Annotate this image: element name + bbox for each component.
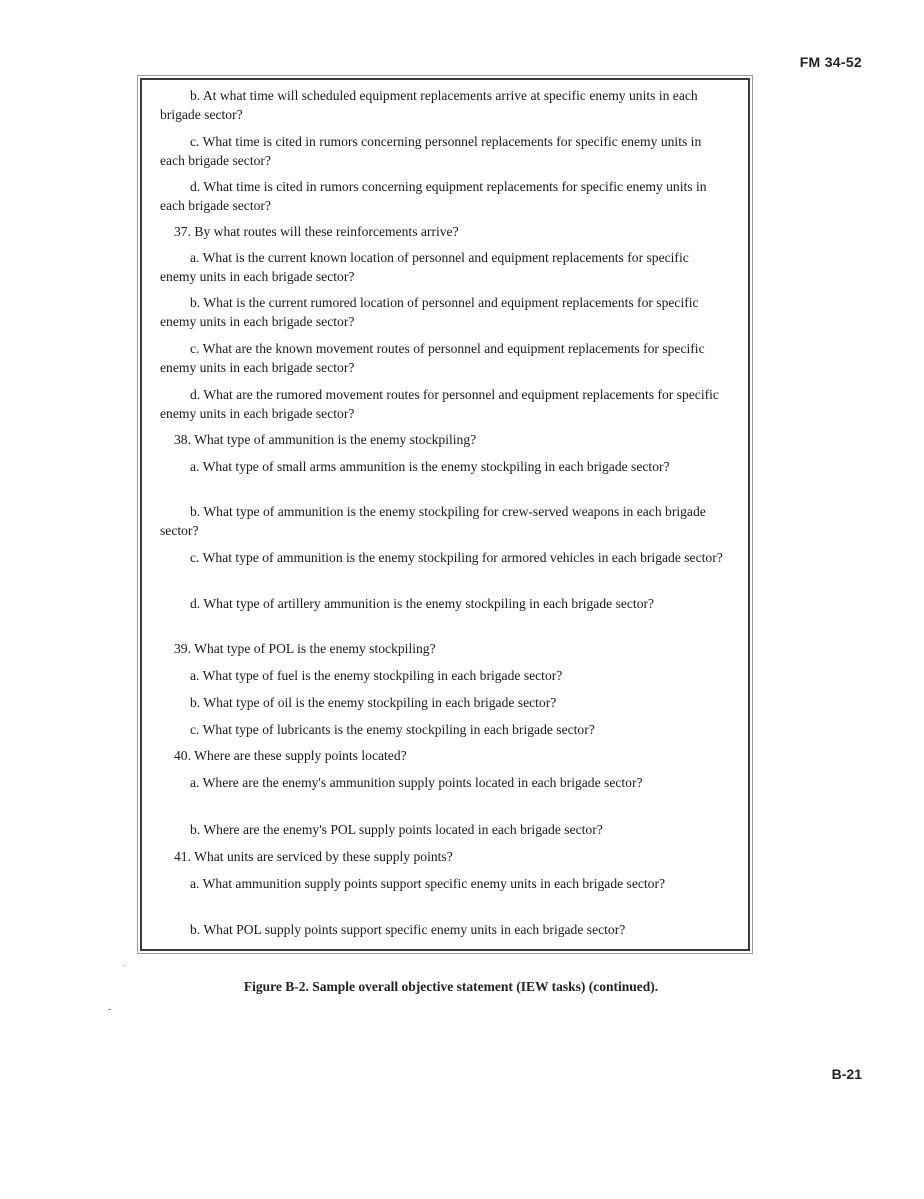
question-38: 38. What type of ammunition is the enemy stockpiling? (174, 432, 477, 447)
question-37a: a. What is the current known location of personnel and equipment replacements for specific enemy units in each brigade sector? (160, 250, 689, 284)
scan-speck (124, 965, 125, 966)
question-41b: b. What POL supply points support specific enemy units in each brigade sector? (190, 922, 626, 937)
question-37c: c. What are the known movement routes of personnel and equipment replacements for specific enemy units in each brigade sector? (160, 341, 705, 375)
question-37b: b. What is the current rumored location of personnel and equipment replacements for specific enemy units in each brigade sector? (160, 295, 699, 329)
question-38d: d. What type of artillery ammunition is the enemy stockpiling in each brigade sector? (190, 596, 655, 611)
figure-caption (0, 979, 924, 995)
scan-speck (108, 1009, 111, 1010)
question-39: 39. What type of POL is the enemy stockpiling? (174, 641, 436, 656)
question-39c: c. What type of lubricants is the enemy stockpiling in each brigade sector? (190, 722, 595, 737)
question-37d: d. What are the rumored movement routes for personnel and equipment replacements for specific enemy units in each brigade sector? (160, 387, 719, 421)
question-38a: a. What type of small arms ammunition is the enemy stockpiling in each brigade sector? (190, 459, 670, 474)
document-id: FM 34-52 (799, 54, 862, 70)
question-36c: c. What time is cited in rumors concerning personnel replacements for specific enemy units in each brigade sector? (160, 134, 702, 168)
question-38b: b. What type of ammunition is the enemy stockpiling for crew-served weapons in each brigade sector? (160, 504, 706, 538)
page-number: B-21 (831, 1066, 862, 1082)
question-38c: c. What type of ammunition is the enemy stockpiling for armored vehicles in each brigade sector? (190, 550, 723, 565)
question-41a: a. What ammunition supply points support specific enemy units in each brigade sector? (190, 876, 666, 891)
question-37: 37. By what routes will these reinforcements arrive? (174, 224, 459, 239)
question-40b: b. Where are the enemy's POL supply points located in each brigade sector? (190, 822, 603, 837)
question-41: 41. What units are serviced by these supply points? (174, 849, 453, 864)
question-40: 40. Where are these supply points located? (174, 748, 407, 763)
question-36d: d. What time is cited in rumors concerning equipment replacements for specific enemy units in each brigade sector? (160, 179, 707, 213)
figure-frame (140, 78, 750, 951)
question-39a: a. What type of fuel is the enemy stockpiling in each brigade sector? (190, 668, 563, 683)
figure-caption-text: Figure B-2. Sample overall objective statement (IEW tasks) (continued). (243, 979, 659, 994)
question-36b: b. At what time will scheduled equipment replacements arrive at specific enemy units in each brigade sector? (160, 88, 698, 122)
question-39b: b. What type of oil is the enemy stockpiling in each brigade sector? (190, 695, 557, 710)
question-40a: a. Where are the enemy's ammunition supply points located in each brigade sector? (190, 775, 643, 790)
